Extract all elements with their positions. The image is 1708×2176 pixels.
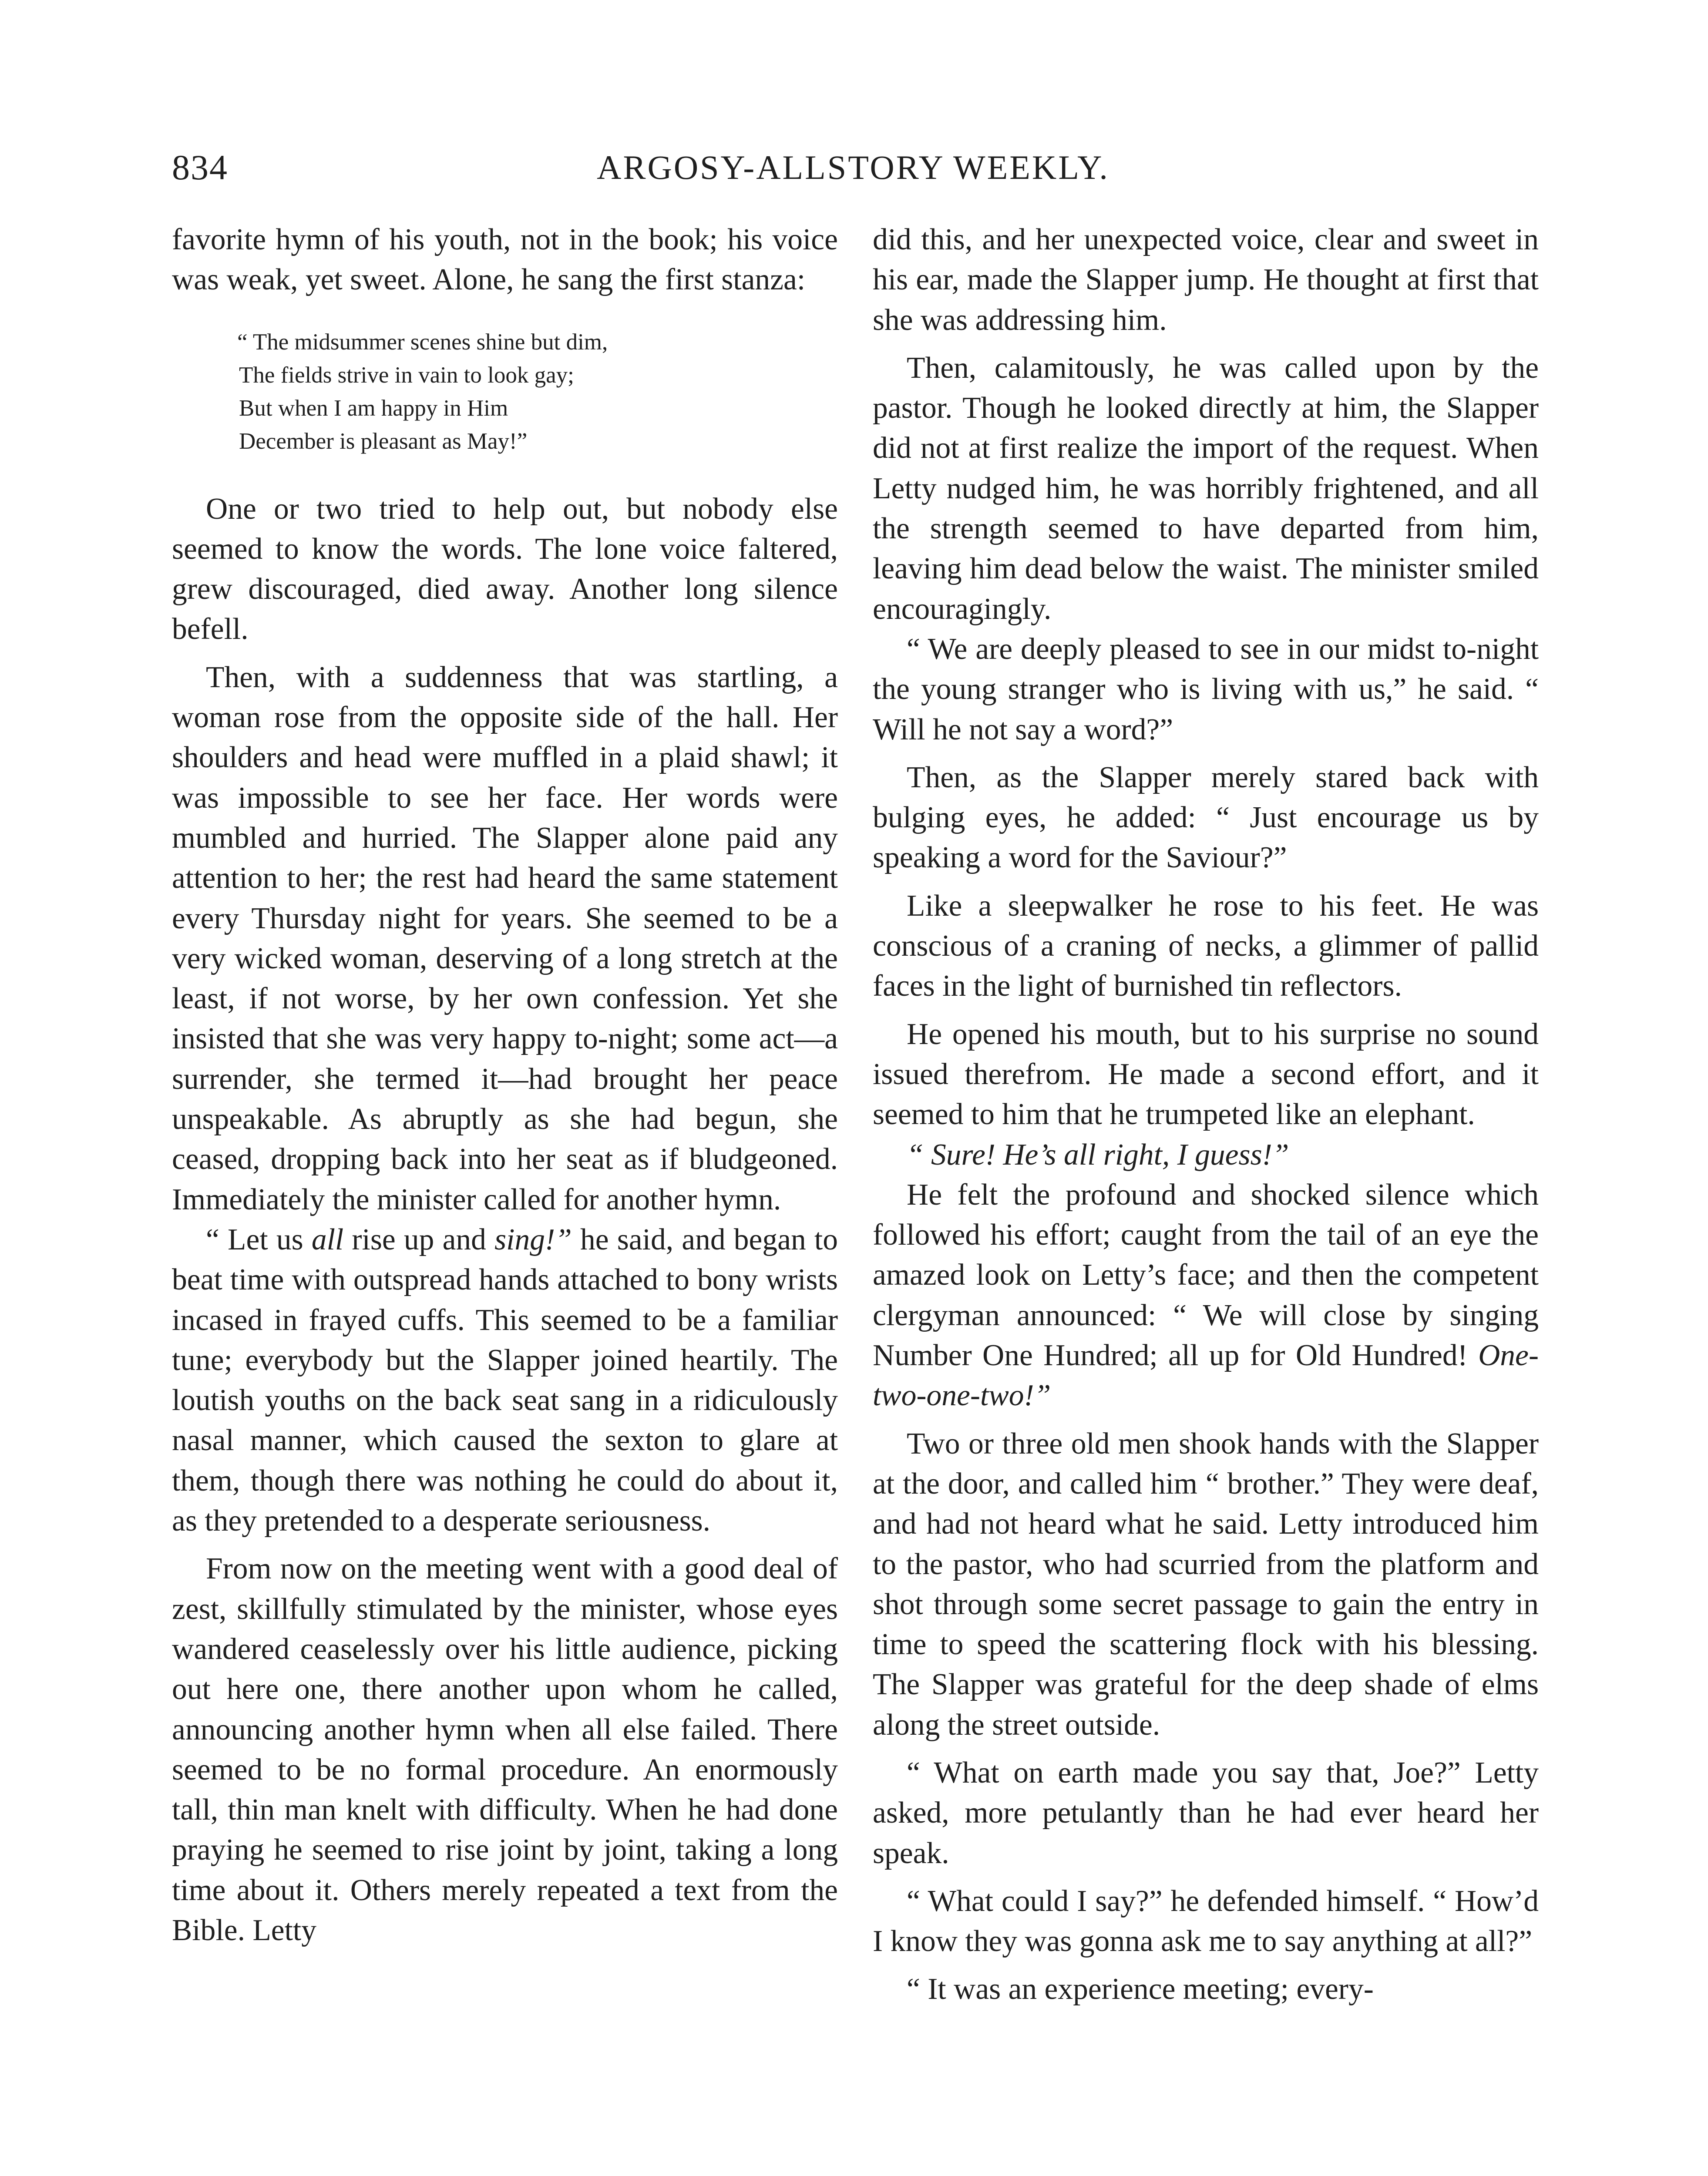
paragraph	[873, 1135, 1539, 1175]
paragraph: One or two tried to help out, but nobody else seemed to know the words. The lone voice faltered, grew discouraged, died away. Another long silence befell.	[172, 492, 838, 646]
emphasis: sing!”	[494, 1222, 572, 1256]
paragraph: “ What on earth made you say that, Joe?” Letty asked, more petulantly than he had ever heard her speak.	[873, 1756, 1539, 1870]
emphasis: One-two-one-two!”	[873, 1339, 1539, 1413]
left-column	[172, 220, 838, 1951]
hymn-stanza	[237, 326, 838, 458]
paragraph	[172, 1220, 838, 1541]
paragraph: did this, and her unexpected voice, clear and sweet in his ear, made the Slapper jump. He thought at first that she was addressing him.	[873, 223, 1539, 337]
paragraph: Like a sleepwalker he rose to his feet. He was conscious of a craning of necks, a glimmer of pallid faces in the light of burnished tin reflectors.	[873, 889, 1539, 1003]
paragraph: Then, as the Slapper merely stared back with bulging eyes, he added: “ Just encourage us by speaking a word for the Saviour?”	[873, 760, 1539, 875]
page-header	[172, 144, 1534, 196]
poem-line: The fields strive in vain to look gay;	[239, 362, 574, 388]
right-column	[873, 220, 1539, 2010]
emphasis: all	[311, 1222, 344, 1256]
page-number: 834	[172, 148, 228, 187]
paragraph: Then, calamitously, he was called upon by the pastor. Though he looked directly at him, the Slapper did not at first realize the import of the request. When Letty nudged him, he was horribly frightened, and all the strength seemed to have departed from him, leaving him dead below the waist. The minister smiled encouragingly.	[873, 351, 1539, 626]
poem-line: “ The midsummer scenes shine but dim,	[237, 329, 608, 355]
paragraph: favorite hymn of his youth, not in the book; his voice was weak, yet sweet. Alone, he sang the first stanza:	[172, 223, 838, 297]
text-run: He felt the profound and shocked silence which followed his effort; caught from the tail of an eye the amazed look on Letty’s face; and then the competent clergyman announced: “ We will close by singing Number One Hundred; all up for Old Hundred!	[873, 1178, 1539, 1373]
paragraph: He opened his mouth, but to his surprise no sound issued therefrom. He made a second effort, and it seemed to him that he trumpeted like an elephant.	[873, 1017, 1539, 1132]
paragraph: From now on the meeting went with a good deal of zest, skillfully stimulated by the minister, whose eyes wandered ceaselessly over his little audience, picking out here one, there another upon whom he called, announcing another hymn when all else failed. There seemed to be no formal procedure. An enormously tall, thin man knelt with difficulty. When he had done praying he seemed to rise joint by joint, taking a long time about it. Others merely repeated a text from the Bible. Letty	[172, 1552, 838, 1947]
running-title: ARGOSY-ALLSTORY WEEKLY.	[597, 148, 1110, 186]
poem-line: But when I am happy in Him	[239, 395, 508, 421]
paragraph: “ We are deeply pleased to see in our midst to-night the young stranger who is living with us,” he said. “ Will he not say a word?”	[873, 632, 1539, 746]
paragraph: Two or three old men shook hands with the Slapper at the door, and called him “ brother.” They were deaf, and had not heard what he said. Letty introduced him to the pastor, who had scurried from the platform and shot through some secret passage to gain the entry in time to speed the scattering flock with his blessing. The Slapper was grateful for the deep shade of elms along the street outside.	[873, 1427, 1539, 1742]
paragraph: “ It was an experience meeting; every-	[907, 1972, 1374, 2006]
poem-line: December is pleasant as May!”	[239, 428, 528, 454]
paragraph: Then, with a suddenness that was startling, a woman rose from the opposite side of the hall. Her shoulders and head were muffled in a plaid shawl; it was impossible to see her face. Her words were mumbled and hurried. The Slapper alone paid any attention to her; the rest had heard the same statement every Thursday night for years. She seemed to be a very wicked woman, deserving of a long stretch at the least, if not worse, by her own confession. Yet she insisted that she was very happy to-night; some act—a surrender, she termed it—had brought her peace unspeakable. As abruptly as she had begun, she ceased, dropping back into her seat as if bludgeoned. Immediately the minister called for another hymn.	[172, 660, 838, 1216]
emphasis: “ Sure! He’s all right, I guess!”	[907, 1138, 1289, 1172]
paragraph	[873, 1175, 1539, 1416]
text-run: he said, and began to beat time with outspread hands attached to bony wrists incased in frayed cuffs. This seemed to be a familiar tune; everybody but the Slapper joined heartily. The loutish youths on the back seat sang in a ridiculously nasal manner, which caused the sexton to glare at them, though there was nothing he could do about it, as they pretended to a desperate seriousness.	[172, 1222, 838, 1538]
paragraph: “ What could I say?” he defended himself. “ How’d I know they was gonna ask me to say anything at all?”	[873, 1884, 1539, 1958]
text-run: “ Let us	[206, 1222, 312, 1256]
text-run: rise up and	[343, 1222, 495, 1256]
